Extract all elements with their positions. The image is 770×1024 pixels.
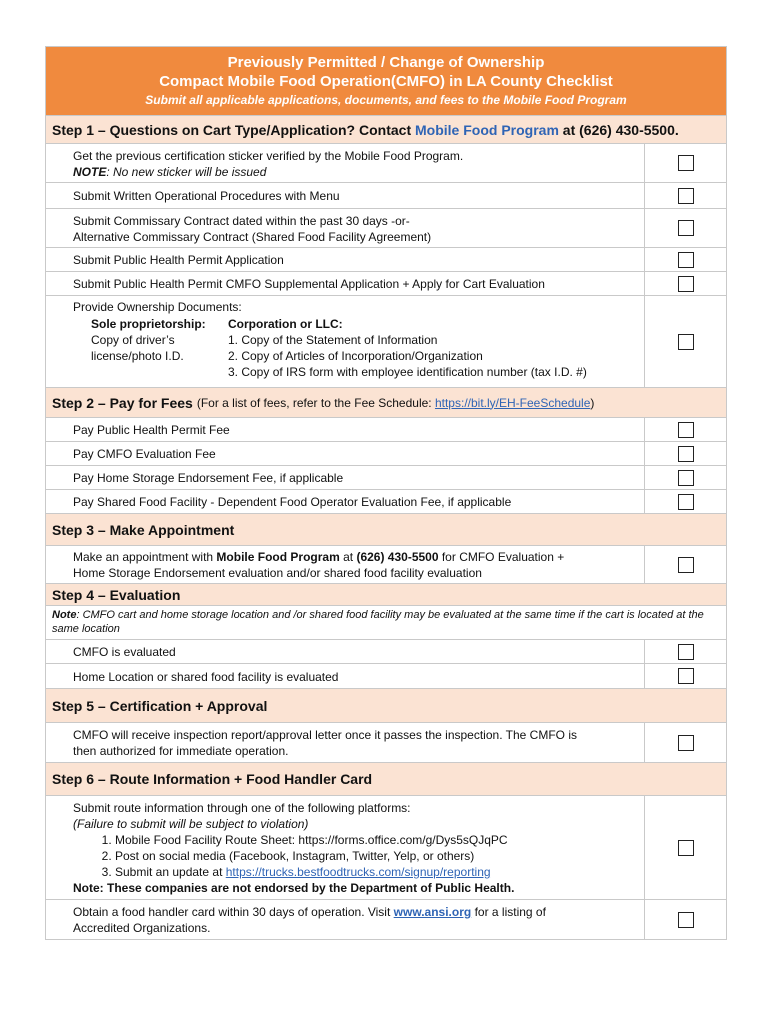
item-text: Pay Shared Food Facility - Dependent Food Operator Evaluation Fee, if applicable bbox=[73, 495, 512, 509]
item-text: Pay Public Health Permit Fee bbox=[73, 423, 230, 437]
step4-item bbox=[46, 639, 726, 663]
step4-note bbox=[46, 605, 726, 639]
step5-header bbox=[46, 688, 726, 722]
checkbox[interactable] bbox=[678, 494, 694, 510]
step1-title: Step 1 – Questions on Cart Type/Application? Contact bbox=[52, 121, 416, 138]
ownership-intro: Provide Ownership Documents: bbox=[73, 300, 242, 314]
item-text-line2: then authorized for immediate operation. bbox=[73, 744, 289, 758]
checklist-header bbox=[46, 47, 726, 115]
step2-title: Step 2 – Pay for Fees bbox=[52, 394, 193, 411]
item-text: Pay Home Storage Endorsement Fee, if applicable bbox=[73, 471, 344, 485]
card-text-tail: for a listing of bbox=[471, 905, 546, 919]
step3-text-b: at bbox=[339, 550, 357, 564]
step2-item bbox=[46, 489, 726, 513]
step5-item bbox=[46, 722, 726, 762]
checkbox[interactable] bbox=[678, 155, 694, 171]
step6-title: Step 6 – Route Information + Food Handler Card bbox=[52, 771, 373, 787]
note-label: Note bbox=[52, 609, 77, 621]
step2-sub-text: (For a list of fees, refer to the Fee Schedule: bbox=[196, 395, 435, 410]
item-text: CMFO will receive inspection report/approval letter once it passes the inspection. The CMFO is bbox=[73, 728, 577, 742]
header-title-line2: Compact Mobile Food Operation(CMFO) in LA County Checklist bbox=[159, 73, 613, 90]
step1-header bbox=[46, 115, 726, 143]
corp-title: Corporation or LLC: bbox=[228, 317, 343, 331]
header-title-line1: Previously Permitted / Change of Ownership bbox=[227, 54, 545, 71]
bestfoodtrucks-link[interactable]: https://trucks.bestfoodtrucks.com/signup/reporting bbox=[225, 865, 491, 879]
route-note: Note: These companies are not endorsed by the Department of Public Health. bbox=[73, 881, 515, 895]
header-subtitle: Submit all applicable applications, documents, and fees to the Mobile Food Program bbox=[145, 93, 627, 107]
corp-item: 3. Copy of IRS form with employee identification number (tax I.D. #) bbox=[228, 365, 587, 379]
item-text: Submit Public Health Permit Application bbox=[73, 253, 284, 267]
sole-line2: license/photo I.D. bbox=[91, 349, 184, 363]
step2-sub-close: ) bbox=[590, 395, 595, 410]
checkbox[interactable] bbox=[678, 276, 694, 292]
step3-text-a: Make an appointment with bbox=[73, 550, 217, 564]
checkbox[interactable] bbox=[678, 220, 694, 236]
step1-item-commissary bbox=[46, 208, 726, 247]
step1-phone: at (626) 430-5500. bbox=[558, 121, 679, 138]
step3-program: Mobile Food Program bbox=[216, 550, 340, 564]
step2-item bbox=[46, 417, 726, 441]
step3-title: Step 3 – Make Appointment bbox=[52, 521, 235, 538]
step6-item-food-handler bbox=[46, 899, 726, 939]
item-text: Submit Written Operational Procedures with Menu bbox=[73, 189, 340, 203]
note-label: NOTE bbox=[73, 164, 107, 179]
note-text: : CMFO cart and home storage location and /or shared food facility may be evaluated at the same time if the cart is located at the same location bbox=[52, 609, 704, 635]
checkbox[interactable] bbox=[678, 188, 694, 204]
checkbox[interactable] bbox=[678, 912, 694, 928]
checklist-sheet bbox=[45, 46, 727, 940]
card-text: Obtain a food handler card within 30 days of operation. Visit bbox=[73, 905, 394, 919]
item-text: Submit Public Health Permit CMFO Supplemental Application + Apply for Cart Evaluation bbox=[73, 277, 545, 291]
step4-item bbox=[46, 663, 726, 688]
checkbox[interactable] bbox=[678, 252, 694, 268]
step6-item-route bbox=[46, 795, 726, 899]
step3-phone: (626) 430-5500 bbox=[356, 550, 439, 564]
item-text: Get the previous certification sticker verified by the Mobile Food Program. bbox=[73, 148, 464, 163]
corp-item: 2. Copy of Articles of Incorporation/Organization bbox=[228, 349, 483, 363]
route-option-3 bbox=[115, 864, 636, 880]
checkbox[interactable] bbox=[678, 557, 694, 573]
sole-title: Sole proprietorship: bbox=[91, 317, 206, 331]
sole-line1: Copy of driver’s bbox=[91, 333, 175, 347]
checkbox[interactable] bbox=[678, 470, 694, 486]
note-text: : No new sticker will be issued bbox=[106, 164, 267, 179]
checkbox[interactable] bbox=[678, 735, 694, 751]
checkbox[interactable] bbox=[678, 334, 694, 350]
step1-item-ownership bbox=[46, 295, 726, 387]
card-text-line2: Accredited Organizations. bbox=[73, 921, 211, 935]
checkbox[interactable] bbox=[678, 644, 694, 660]
fee-schedule-link[interactable]: https://bit.ly/EH-FeeSchedule bbox=[434, 395, 591, 410]
step2-header bbox=[46, 387, 726, 417]
step5-title: Step 5 – Certification + Approval bbox=[52, 697, 268, 714]
item-text: Home Location or shared food facility is evaluated bbox=[73, 669, 339, 684]
checkbox[interactable] bbox=[678, 668, 694, 684]
step2-item bbox=[46, 441, 726, 465]
step4-title: Step 4 – Evaluation bbox=[52, 586, 181, 603]
step1-contact-link[interactable]: Mobile Food Program bbox=[415, 121, 559, 138]
checkbox[interactable] bbox=[678, 446, 694, 462]
step3-text-line2: Home Storage Endorsement evaluation and/or shared food facility evaluation bbox=[73, 566, 482, 580]
route-option-2: 2. Post on social media (Facebook, Instagram, Twitter, Yelp, or others) bbox=[115, 848, 636, 864]
step3-item bbox=[46, 545, 726, 583]
item-text: CMFO is evaluated bbox=[73, 645, 176, 659]
checkbox[interactable] bbox=[678, 422, 694, 438]
route-intro: Submit route information through one of the following platforms: bbox=[73, 801, 411, 815]
checkbox[interactable] bbox=[678, 840, 694, 856]
step3-header bbox=[46, 513, 726, 545]
step2-item bbox=[46, 465, 726, 489]
step4-header bbox=[46, 583, 726, 605]
ansi-link[interactable]: www.ansi.org bbox=[393, 905, 472, 919]
step1-item-supplemental bbox=[46, 271, 726, 295]
step1-item-procedures bbox=[46, 182, 726, 208]
route-option-3-text: Submit an update at bbox=[115, 865, 226, 879]
item-text-line2: Alternative Commissary Contract (Shared Food Facility Agreement) bbox=[73, 229, 432, 244]
step3-text-c: for CMFO Evaluation + bbox=[438, 550, 565, 564]
step1-item-permit-application bbox=[46, 247, 726, 271]
step1-item-sticker bbox=[46, 143, 726, 182]
step6-header bbox=[46, 762, 726, 795]
item-text: Pay CMFO Evaluation Fee bbox=[73, 447, 216, 461]
corp-item: 1. Copy of the Statement of Information bbox=[228, 333, 438, 347]
item-text: Submit Commissary Contract dated within the past 30 days -or- bbox=[73, 213, 410, 228]
route-option-1: 1. Mobile Food Facility Route Sheet: https://forms.office.com/g/Dys5sQJqPC bbox=[115, 832, 636, 848]
route-warning: (Failure to submit will be subject to violation) bbox=[73, 817, 309, 831]
